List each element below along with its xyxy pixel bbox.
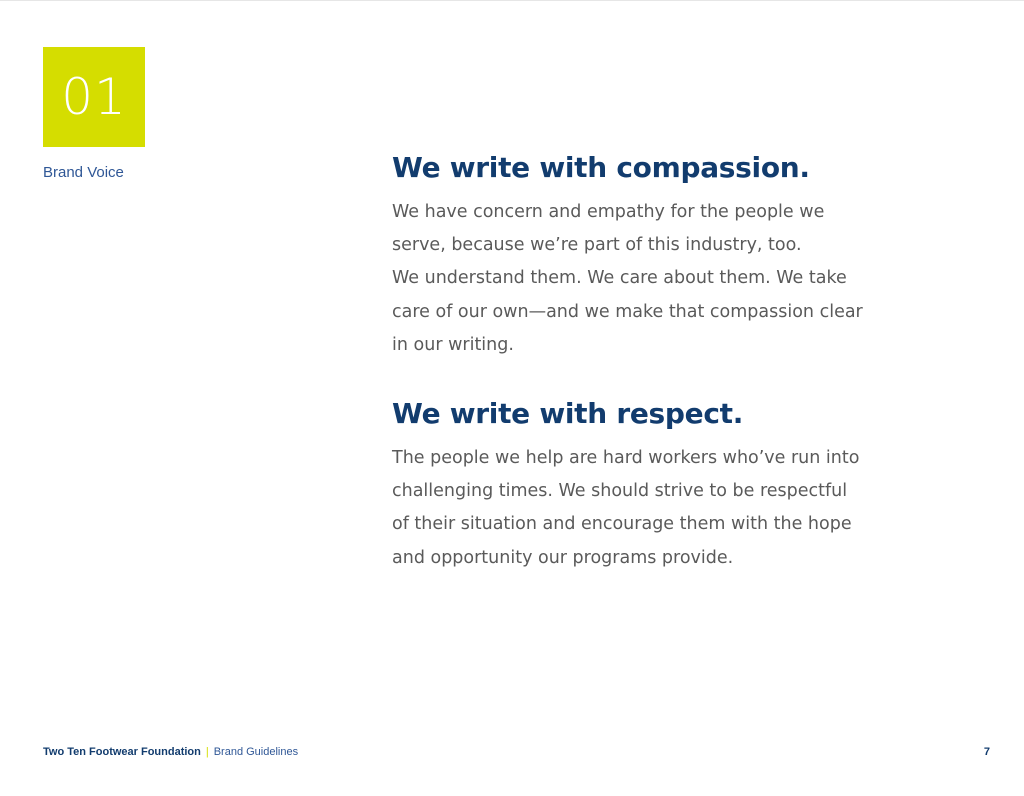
paragraph-line: and opportunity our programs provide. xyxy=(392,547,734,568)
section-number-badge xyxy=(43,47,145,147)
content-block-respect xyxy=(392,392,932,575)
paragraph-respect xyxy=(392,442,922,575)
heading-compassion: We write with compassion. xyxy=(392,151,810,184)
footer-organization: Two Ten Footwear Foundation xyxy=(43,746,201,758)
paragraph-line: serve, because we’re part of this industry, too. xyxy=(392,235,802,256)
paragraph-line: of their situation and encourage them with the hope xyxy=(392,514,852,535)
footer-document-title: Brand Guidelines xyxy=(213,746,299,758)
content-block-compassion xyxy=(392,146,932,362)
main-content xyxy=(392,146,932,575)
footer xyxy=(43,745,298,759)
paragraph-line: challenging times. We should strive to be respectful xyxy=(392,481,848,502)
section-label: Brand Voice xyxy=(43,164,124,181)
paragraph-line: care of our own—and we make that compassion clear xyxy=(392,301,863,322)
top-rule xyxy=(0,0,1024,1)
heading-respect: We write with respect. xyxy=(392,397,744,431)
section-number: 01 xyxy=(61,68,127,126)
page-number: 7 xyxy=(983,746,990,758)
paragraph-line: We have concern and empathy for the people we xyxy=(392,202,825,222)
footer-separator: | xyxy=(205,746,209,758)
paragraph-line: We understand them. We care about them. We take xyxy=(392,268,847,289)
paragraph-line: in our writing. xyxy=(392,334,514,355)
paragraph-compassion xyxy=(392,196,922,362)
paragraph-line: The people we help are hard workers who’ve run into xyxy=(392,448,860,469)
